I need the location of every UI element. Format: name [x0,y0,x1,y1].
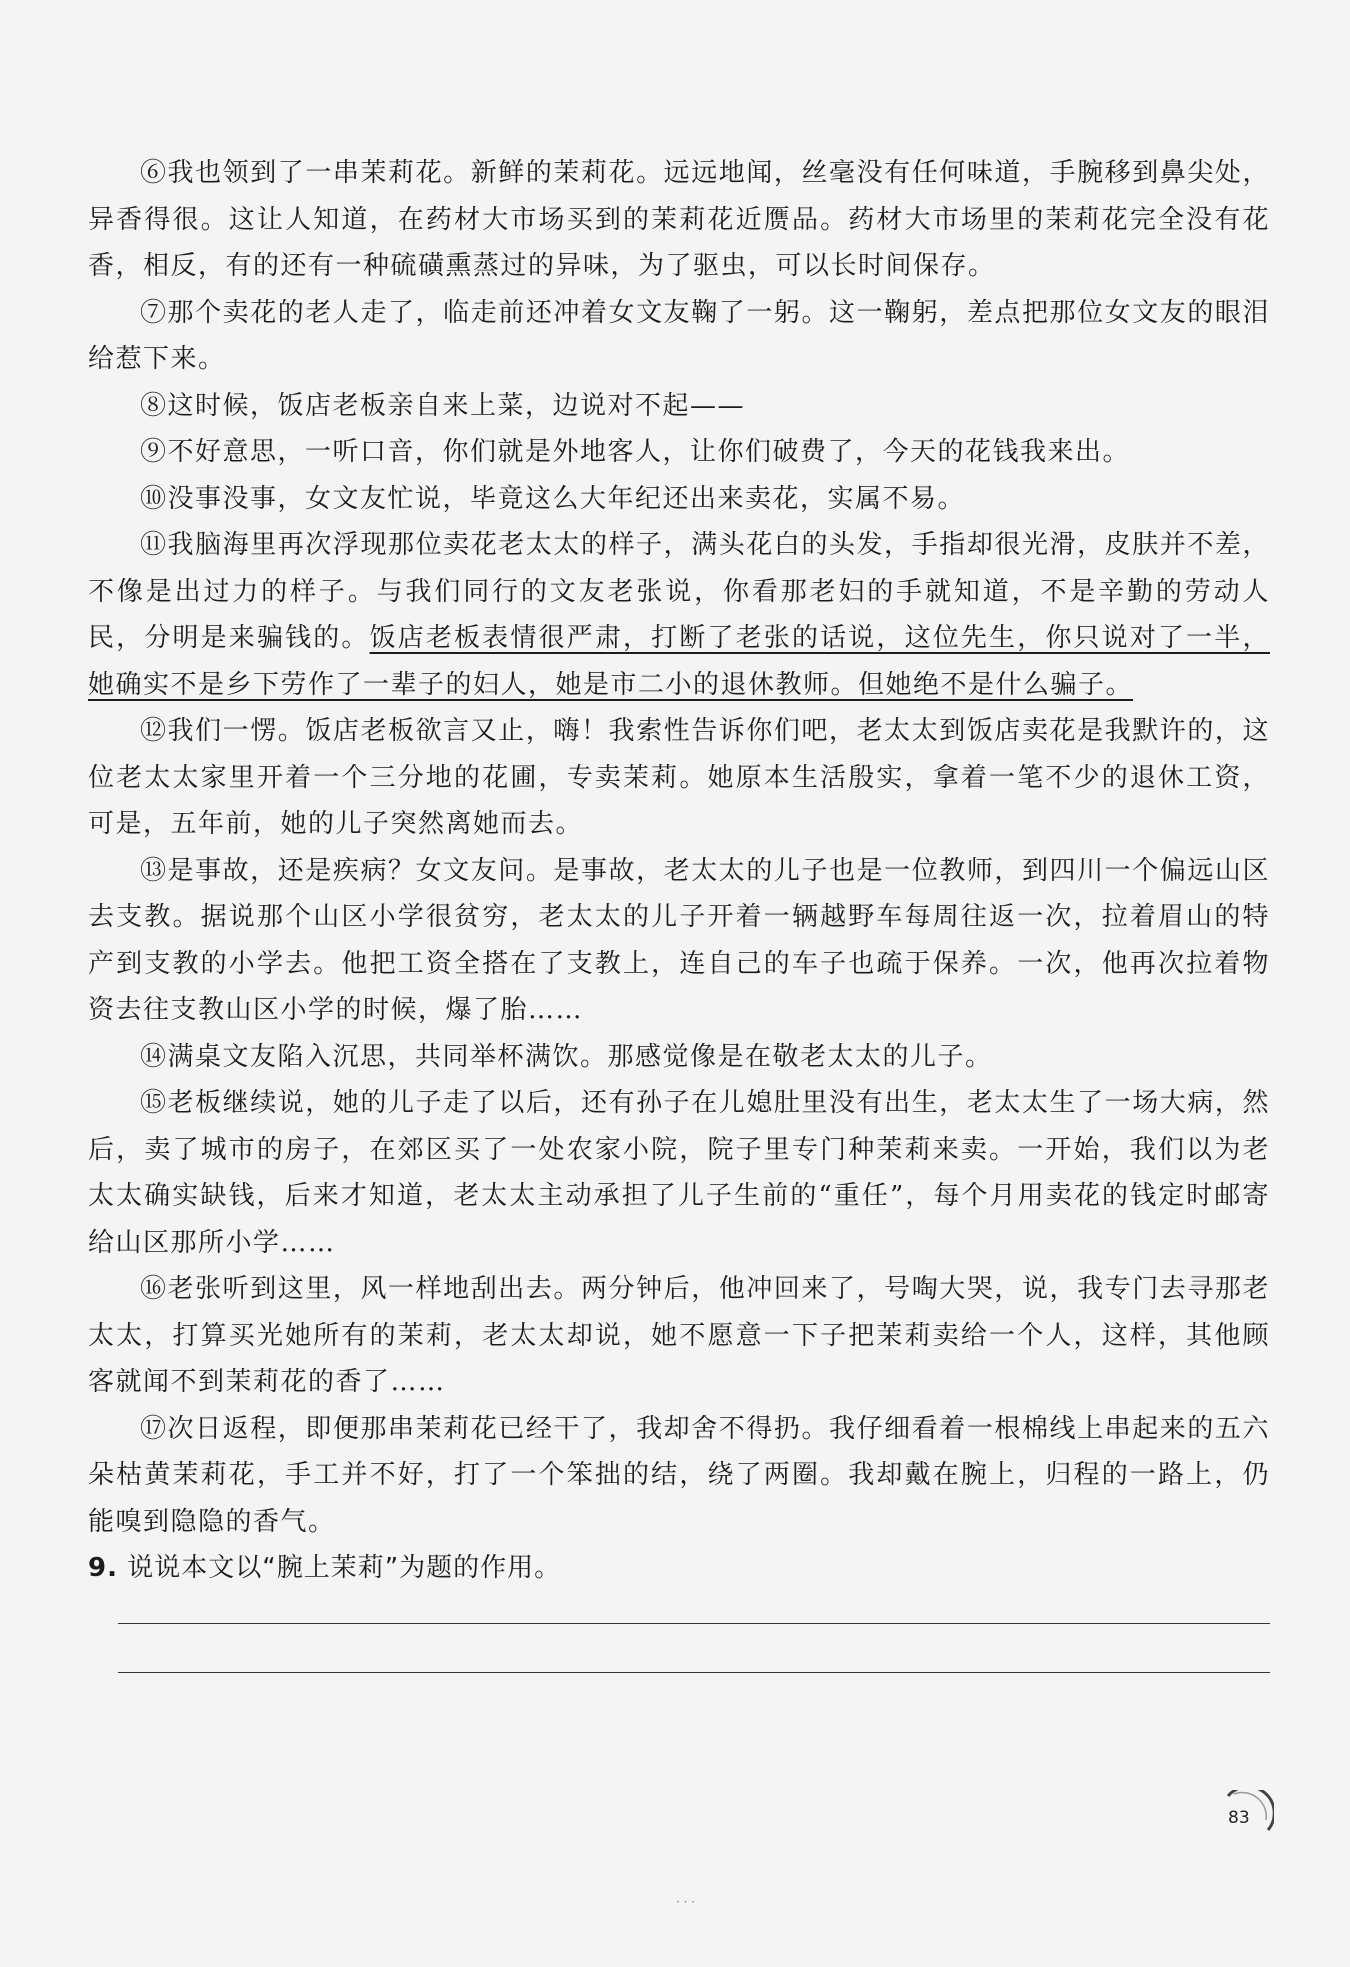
question-text: 说说本文以“腕上茉莉”为题的作用。 [127,1553,562,1583]
paragraph-9: ⑨不好意思，一听口音，你们就是外地客人，让你们破费了，今天的花钱我来出。 [140,437,1131,467]
answer-line-1[interactable] [118,1623,1270,1624]
page-number: 83 [1228,1808,1250,1828]
paragraph-11-text: ⑪我脑海里再次浮现那位卖花老太太的样子，满头花白的头发，手指却很光滑，皮肤并不差，不像是出过力的样子。与我们同行的文友老张说，你看那老妇的手就知道，不是辛勤的劳动人民，分明是来骗钱的。 [88,530,1270,653]
binding-dots: · · · [676,1895,696,1909]
paragraph-16: ⑯老张听到这里，风一样地刮出去。两分钟后，他冲回来了，号啕大哭，说，我专门去寻那老太太，打算买光她所有的茉莉，老太太却说，她不愿意一下子把茉莉卖给一个人，这样，其他顾客就闻不到茉莉花的香了…… [88,1274,1270,1397]
underlined-sentence: 饭店老板表情很严肃，打断了老张的话说，这位先生，你只说对了一半，她确实不是乡下劳作了一辈子的妇人，她是市二小的退休教师。但她绝不是什么骗子。 [88,623,1270,700]
paragraph-11 [88,522,1270,708]
question-number: 9. [88,1553,118,1583]
paragraph-17: ⑰次日返程，即便那串茉莉花已经干了，我却舍不得扔。我仔细看着一根棉线上串起来的五六朵枯黄茉莉花，手工并不好，打了一个笨拙的结，绕了两圈。我却戴在腕上，归程的一路上，仍能嗅到隐隐的香气。 [88,1413,1270,1537]
answer-line-2[interactable] [118,1672,1270,1673]
paragraph-15: ⑮老板继续说，她的儿子走了以后，还有孙子在儿媳肚里没有出生，老太太生了一场大病，然后，卖了城市的房子，在郊区买了一处农家小院，院子里专门种茉莉来卖。一开始，我们以为老太太确实缺钱，后来才知道，老太太主动承担了儿子生前的“重任”，每个月用卖花的钱定时邮寄给山区那所小学…… [88,1088,1270,1258]
paragraph-6: ⑥我也领到了一串茉莉花。新鲜的茉莉花。远远地闻，丝毫没有任何味道，手腕移到鼻尖处，异香得很。这让人知道，在药材大市场买到的茉莉花近赝品。药材大市场里的茉莉花完全没有花香，相反，有的还有一种硫磺熏蒸过的异味，为了驱虫，可以长时间保存。 [88,158,1270,281]
article-body [88,150,1270,1591]
paragraph-12: ⑫我们一愣。饭店老板欲言又止，嗨！我索性告诉你们吧，老太太到饭店卖花是我默许的，这位老太太家里开着一个三分地的花圃，专卖茉莉。她原本生活殷实，拿着一笔不少的退休工资，可是，五年前，她的儿子突然离她而去。 [88,716,1270,839]
paragraph-7: ⑦那个卖花的老人走了，临走前还冲着女文友鞠了一躬。这一鞠躬，差点把那位女文友的眼泪给惹下来。 [88,297,1270,374]
paragraph-14: ⑭满桌文友陷入沉思，共同举杯满饮。那感觉像是在敬老太太的儿子。 [140,1041,993,1072]
paragraph-10: ⑩没事没事，女文友忙说，毕竟这么大年纪还出来卖花，实属不易。 [140,483,966,514]
question-9 [88,1545,1270,1591]
paragraph-13: ⑬是事故，还是疾病？女文友问。是事故，老太太的儿子也是一位教师，到四川一个偏远山区去支教。据说那个山区小学很贫穷，老太太的儿子开着一辆越野车每周往返一次，拉着眉山的特产到支教的小学去。他把工资全搭在了支教上，连自己的车子也疏于保养。一次，他再次拉着物资去往支教山区小学的时候，爆了胎…… [88,855,1270,1025]
paragraph-8: ⑧这时候，饭店老板亲自来上菜，边说对不起—— [140,390,746,421]
